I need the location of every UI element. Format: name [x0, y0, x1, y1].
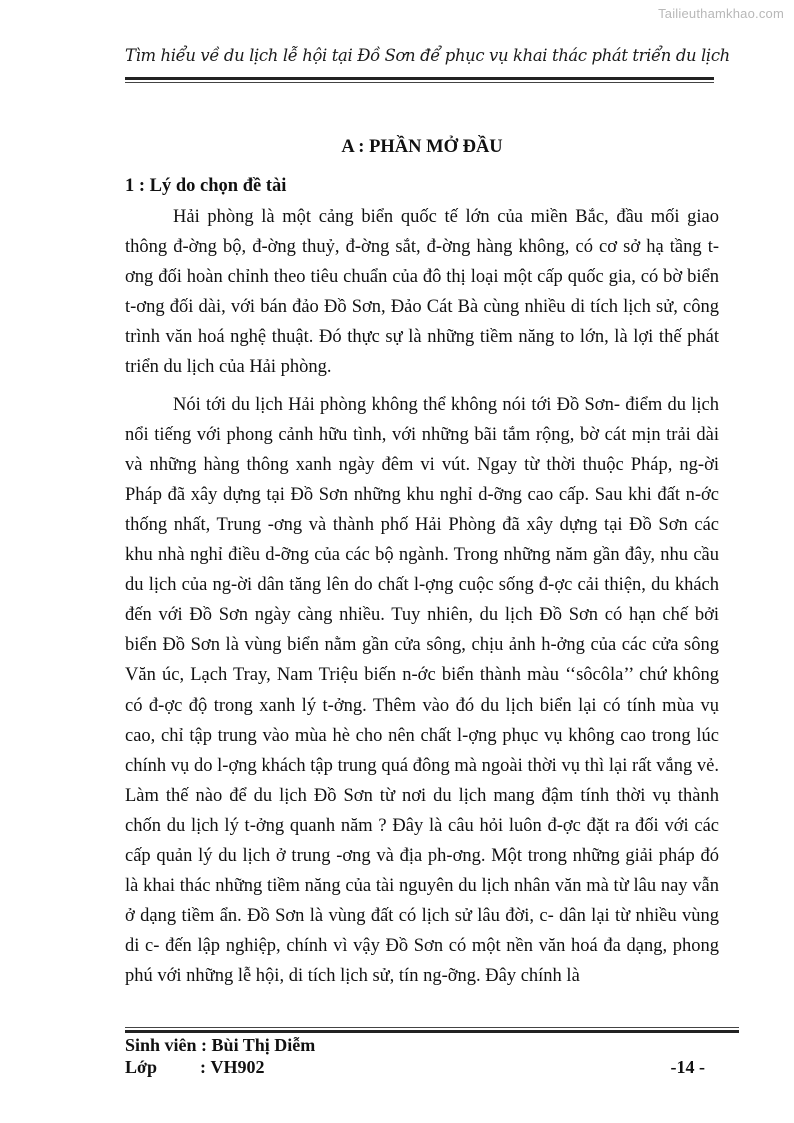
- header-rule-thin: [125, 82, 714, 83]
- student-name: Bùi Thị Diễm: [211, 1035, 316, 1055]
- paragraph: Hải phòng là một cảng biển quốc tế lớn của miền Bắc, đầu mối giao thông đ-ờng bộ, đ-ờng thuỷ, đ-ờng sắt, đ-ờng hàng không, có cơ sở hạ tầng t-ơng đối hoàn chỉnh theo tiêu chuẩn của đô thị loại một cấp quốc gia, có bờ biển t-ơng đối dài, với bán đảo Đồ Sơn, Đảo Cát Bà cùng nhiều di tích lịch sử, công trình văn hoá nghệ thuật. Đó thực sự là những tiềm năng to lớn, là lợi thế phát triển du lịch của Hải phòng.: [125, 207, 719, 378]
- header-rule: [125, 77, 714, 80]
- footer-student-row: [125, 1034, 705, 1056]
- watermark: Tailieuthamkhao.com: [658, 6, 784, 21]
- subsection-title: 1 : Lý do chọn đề tài: [125, 176, 287, 196]
- paragraph: Nói tới du lịch Hải phòng không thể không nói tới Đồ Sơn- điểm du lịch nổi tiếng với phong cảnh hữu tình, với những bãi tắm rộng, bờ cát mịn trải dài và những hàng thông xanh ngày đêm vi vút. Ngay từ thời thuộc Pháp, ng-ời Pháp đã xây dựng tại Đồ Sơn những khu nghỉ d-ỡng cao cấp. Sau khi đất n-ớc thống nhất, Trung -ơng và thành phố Hải Phòng đã xây dựng tại Đồ Sơn các khu nhà nghỉ điều d-ỡng của các bộ ngành. Trong những năm gần đây, nhu cầu du lịch của ng-ời dân tăng lên do chất l-ợng cuộc sống đ-ợc cải thiện, du khách đến với Đồ Sơn ngày càng nhiều. Tuy nhiên, du lịch Đồ Sơn có hạn chế bởi biển Đồ Sơn là vùng biển nằm gần cửa sông, chịu ảnh h-ởng của các cửa sông Văn úc, Lạch Tray, Nam Triệu biến n-ớc biển thành màu ‘‘sôcôla’’ chứ không có đ-ợc độ trong xanh lý t-ởng. Thêm vào đó du lịch biển lại có tính mùa vụ cao, chỉ tập trung vào mùa hè cho nên chất l-ợng phục vụ không cao trong lúc chính vụ do l-ợng khách tập trung quá đông mà ngoài thời vụ thì lại rất vắng vẻ. Làm thế nào để du lịch Đồ Sơn từ nơi du lịch mang đậm tính thời vụ thành chốn du lịch lý t-ởng quanh năm ? Đây là câu hỏi luôn đ-ợc đặt ra đối với các cấp quản lý du lịch ở trung -ơng và địa ph-ơng. Một trong những giải pháp đó là khai thác những tiềm năng của tài nguyên du lịch nhân văn mà từ lâu nay vẫn ở dạng tiềm ẩn. Đồ Sơn là vùng đất có lịch sử lâu đời, c- dân lại từ nhiều vùng di c- đến lập nghiệp, chính vì vậy Đồ Sơn có một nền văn hoá đa dạng, phong phú với những lễ hội, di tích lịch sử, tín ng-ỡng. Đây chính là: [125, 394, 719, 987]
- running-header: Tìm hiểu về du lịch lễ hội tại Đồ Sơn để phục vụ khai thác phát triển du lịch: [125, 46, 730, 65]
- footer-rule: [125, 1030, 739, 1033]
- footer-class-row: [125, 1056, 705, 1078]
- page-footer: [125, 1034, 705, 1078]
- class-label: Lớp: [125, 1057, 157, 1077]
- page-content: [125, 130, 719, 991]
- class-separator: :: [200, 1057, 211, 1077]
- student-label: Sinh viên: [125, 1035, 197, 1055]
- section-title: A : PHẦN MỞ ĐẦU: [341, 137, 503, 157]
- footer-rule-thin: [125, 1027, 739, 1028]
- student-separator: :: [196, 1035, 212, 1055]
- class-value: VH902: [210, 1057, 265, 1077]
- page-number: -14 -: [670, 1057, 705, 1077]
